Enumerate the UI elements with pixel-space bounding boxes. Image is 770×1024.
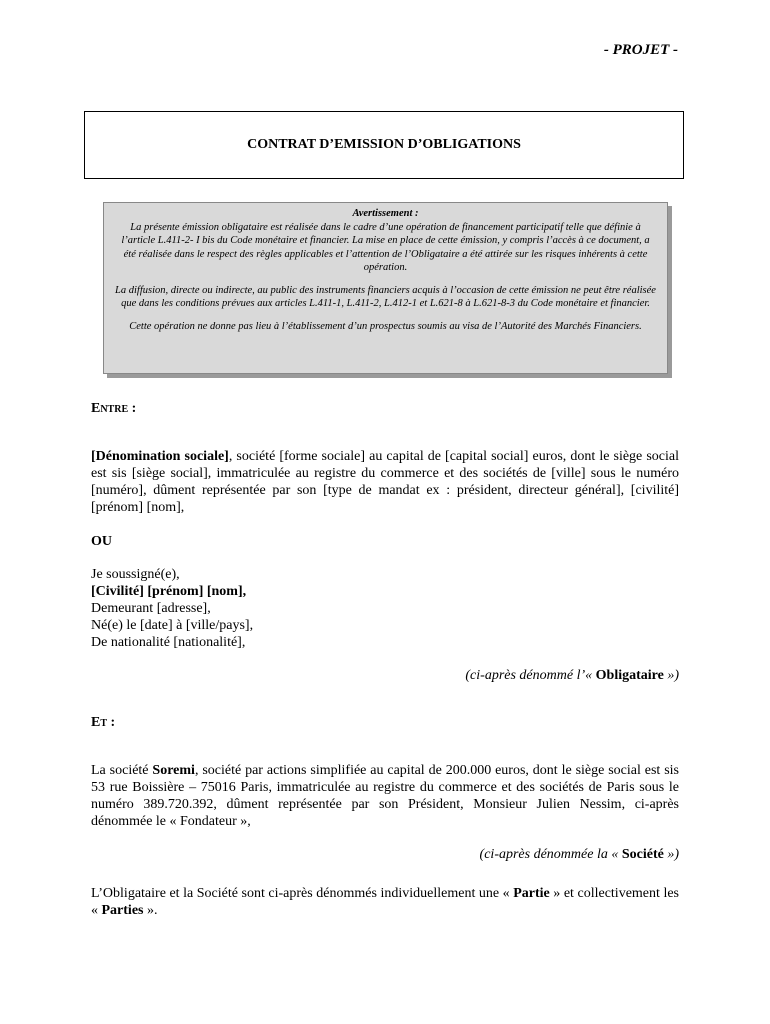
- societe-name: Soremi: [152, 763, 195, 778]
- societe-def-post: »): [663, 847, 679, 862]
- parties-term: Parties: [101, 903, 144, 918]
- warning-paragraph-2: La diffusion, directe ou indirecte, au public des instruments financiers acquis à l’occasion de cette émission ne peut être réalisée que dans les conditions prévues aux articles L.411-1, L.411-2, L.412-1 et L.621-8 à L.621-8-3 du Code monétaire et financier.: [115, 284, 656, 309]
- contract-title: CONTRAT D’EMISSION D’OBLIGATIONS: [247, 137, 521, 152]
- parties-paragraph: [91, 885, 679, 919]
- societe-pre: La société: [91, 763, 153, 778]
- parties-text-2: » et collectivement les «: [91, 886, 679, 918]
- obligataire-definition: [91, 667, 679, 684]
- obligataire-def-post: »): [663, 668, 679, 683]
- person-line-1: Je soussigné(e),: [91, 567, 180, 582]
- ou-heading: OU: [91, 534, 112, 549]
- parties-text-3: ».: [143, 903, 158, 918]
- obligataire-def-pre: (ci-après dénommé l’«: [465, 668, 596, 683]
- person-line-5: De nationalité [nationalité],: [91, 635, 246, 650]
- person-line-4: Né(e) le [date] à [ville/pays],: [91, 618, 254, 633]
- person-line-2: [Civilité] [prénom] [nom],: [91, 584, 247, 599]
- societe-text: , société par actions simplifiée au capital de 200.000 euros, dont le siège social est sis 53 rue Boissière – 75016 Paris, immatriculée au registre du commerce et des sociétés de Paris sous le numéro 389.720.392, dûment représentée par son Président, Monsieur Julien Nessim, ci-après dénommée le « Fondateur »,: [91, 763, 679, 829]
- person-line-3: Demeurant [adresse],: [91, 601, 211, 616]
- parties-text-1: L’Obligataire et la Société sont ci-après dénommés individuellement une «: [91, 886, 514, 901]
- party-1-paragraph: [91, 448, 679, 516]
- societe-def-pre: (ci-après dénommée la «: [479, 847, 622, 862]
- project-label: - PROJET -: [603, 42, 678, 58]
- warning-box: [103, 202, 668, 374]
- et-heading: Et :: [91, 715, 116, 730]
- warning-paragraph-3: Cette opération ne donne pas lieu à l’établissement d’un prospectus soumis au visa de l’Autorité des Marchés Financiers.: [129, 320, 642, 332]
- societe-paragraph: [91, 762, 679, 830]
- company-name-placeholder: [Dénomination sociale]: [91, 449, 229, 464]
- party-1-text: , société [forme sociale] au capital de [capital social] euros, dont le siège social est sis [siège social], immatriculée au registre du commerce et des sociétés de [ville] sous le numéro [numéro], dûment représentée par son [type de mandat ex : président, directeur général], [civilité] [prénom] [nom],: [91, 449, 680, 515]
- contract-title-box: [84, 111, 684, 179]
- partie-term: Partie: [513, 886, 550, 901]
- societe-definition: [91, 846, 679, 863]
- warning-paragraph-1: La présente émission obligataire est réalisée dans le cadre d’une opération de financement participatif telle que définie à l’article L.411-2- I bis du Code monétaire et financier. La mise en place de cette émission, y compris l’accès à ce document, a été réalisée dans le respect des règles applicables et l’attention de l’Obligataire a été attirée sur les risques inhérents à cette opération.: [121, 221, 650, 273]
- warning-title: Avertissement :: [352, 208, 419, 219]
- societe-term: Société: [621, 847, 664, 862]
- obligataire-term: Obligataire: [595, 668, 664, 683]
- entre-heading: Entre :: [91, 401, 137, 416]
- person-block: [91, 566, 679, 651]
